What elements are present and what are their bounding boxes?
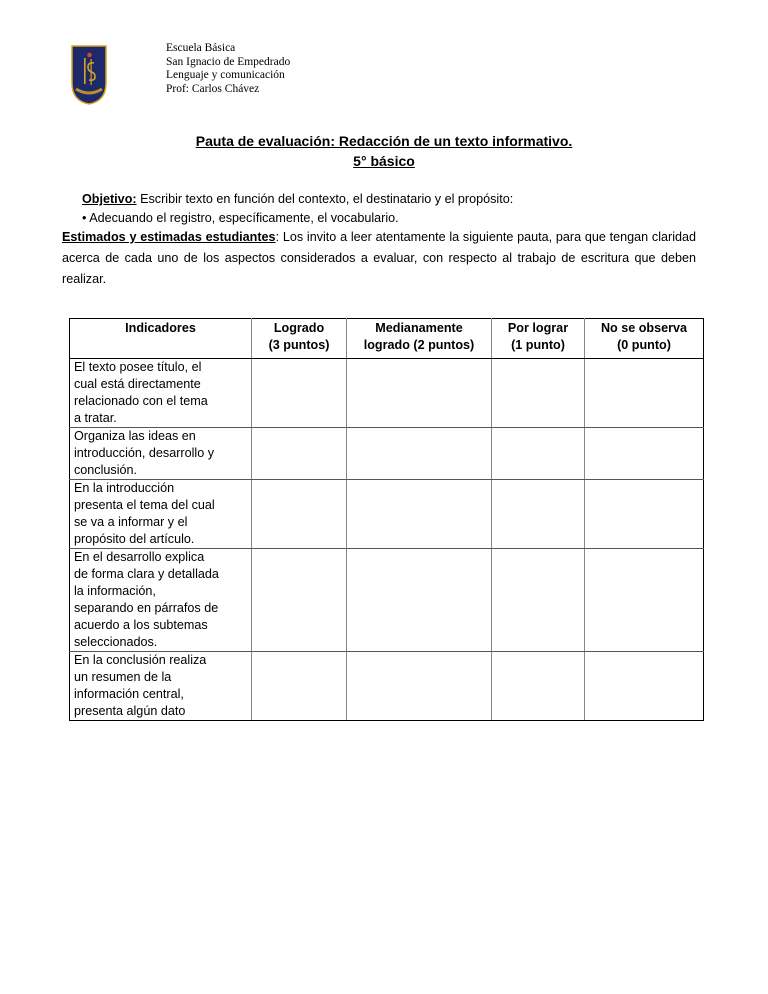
score-cell-logrado[interactable] [252,549,347,652]
score-cell-no-se-observa[interactable] [585,428,704,480]
header-label: Por lograr [507,321,569,335]
score-cell-logrado[interactable] [252,480,347,549]
indicator-text: En la conclusión realiza [74,653,207,667]
indicator-text: acuerdo a los subtemas [74,618,208,632]
title-line-1: Pauta de evaluación: Redacción de un texto informativo. [195,133,573,149]
subject: Lenguaje y comunicación [166,69,285,81]
intro-text: Los invito a leer atentamente la siguiente pauta, para que tengan claridad acerca de cada uno de los aspectos considerados a evaluar, con respecto al trabajo de escritura que deben realizar. [62,230,697,286]
score-cell-por-lograr[interactable] [492,359,585,428]
indicator-cell [70,428,252,480]
header-points: (1 punto) [511,338,565,352]
score-cell-por-lograr[interactable] [492,549,585,652]
table-row [70,359,704,428]
table-row [70,428,704,480]
score-cell-medianamente[interactable] [347,652,492,721]
indicator-text: En la introducción [74,481,175,495]
table-header-row [70,319,704,359]
school-info [166,42,290,96]
intro-label: Estimados y estimadas estudiantes [62,230,276,244]
score-cell-medianamente[interactable] [347,549,492,652]
intro-paragraph [62,227,696,290]
teacher: Prof: Carlos Chávez [166,82,260,95]
school-name: Escuela Básica [166,42,236,54]
indicator-text: introducción, desarrollo y [74,446,215,460]
score-cell-no-se-observa[interactable] [585,652,704,721]
header-logrado [252,319,347,359]
indicator-text: se va a informar y el [74,515,188,529]
header-no-se-observa [585,319,704,359]
score-cell-logrado[interactable] [252,359,347,428]
score-cell-logrado[interactable] [252,428,347,480]
objective-label: Objetivo: [82,192,137,206]
indicator-text: En el desarrollo explica [74,550,205,564]
header-medianamente [347,319,492,359]
indicator-text: Organiza las ideas en [74,429,196,443]
indicator-text: seleccionados. [74,635,158,649]
indicator-cell [70,480,252,549]
school-crest-icon [71,45,107,105]
score-cell-no-se-observa[interactable] [585,480,704,549]
objective [82,190,513,209]
header-points: (3 puntos) [268,338,330,352]
indicator-text: información central, [74,687,184,701]
score-cell-por-lograr[interactable] [492,428,585,480]
table-row [70,549,704,652]
indicator-text: la información, [74,584,156,598]
header-label: Indicadores [125,321,196,335]
header-por-lograr [492,319,585,359]
header-label: Medianamente [375,321,463,335]
objective-text: Escribir texto en función del contexto, el destinatario y el propósito: [136,192,514,206]
objective-bullet: • Adecuando el registro, específicamente, el vocabulario. [82,211,399,225]
indicator-text: cual está directamente [74,377,201,391]
indicator-text: relacionado con el tema [74,394,208,408]
indicator-text: a tratar. [74,411,117,425]
indicator-text: propósito del artículo. [74,532,195,546]
score-cell-medianamente[interactable] [347,480,492,549]
indicator-text: presenta el tema del cual [74,498,215,512]
table-row [70,652,704,721]
school-location: San Ignacio de Empedrado [166,55,291,68]
score-cell-medianamente[interactable] [347,359,492,428]
indicator-text: presenta algún dato [74,704,186,718]
score-cell-no-se-observa[interactable] [585,359,704,428]
score-cell-medianamente[interactable] [347,428,492,480]
score-cell-por-lograr[interactable] [492,480,585,549]
indicator-text: separando en párrafos de [74,601,219,615]
table-row [70,480,704,549]
score-cell-logrado[interactable] [252,652,347,721]
indicator-text: un resumen de la [74,670,172,684]
header-label: Logrado [273,321,325,335]
header-indicadores [70,319,252,359]
indicator-cell [70,359,252,428]
header-points: logrado (2 puntos) [363,338,475,352]
indicator-text: de forma clara y detallada [74,567,219,581]
header-points: (0 punto) [617,338,671,352]
title-line-2: 5° básico [353,153,415,169]
rubric-table [69,318,704,721]
indicator-text: El texto posee título, el [74,360,202,374]
header-label: No se observa [600,321,688,335]
score-cell-por-lograr[interactable] [492,652,585,721]
document-title [0,131,768,171]
indicator-cell [70,549,252,652]
indicator-cell [70,652,252,721]
score-cell-no-se-observa[interactable] [585,549,704,652]
indicator-text: conclusión. [74,463,138,477]
intro-colon: : [275,230,280,244]
